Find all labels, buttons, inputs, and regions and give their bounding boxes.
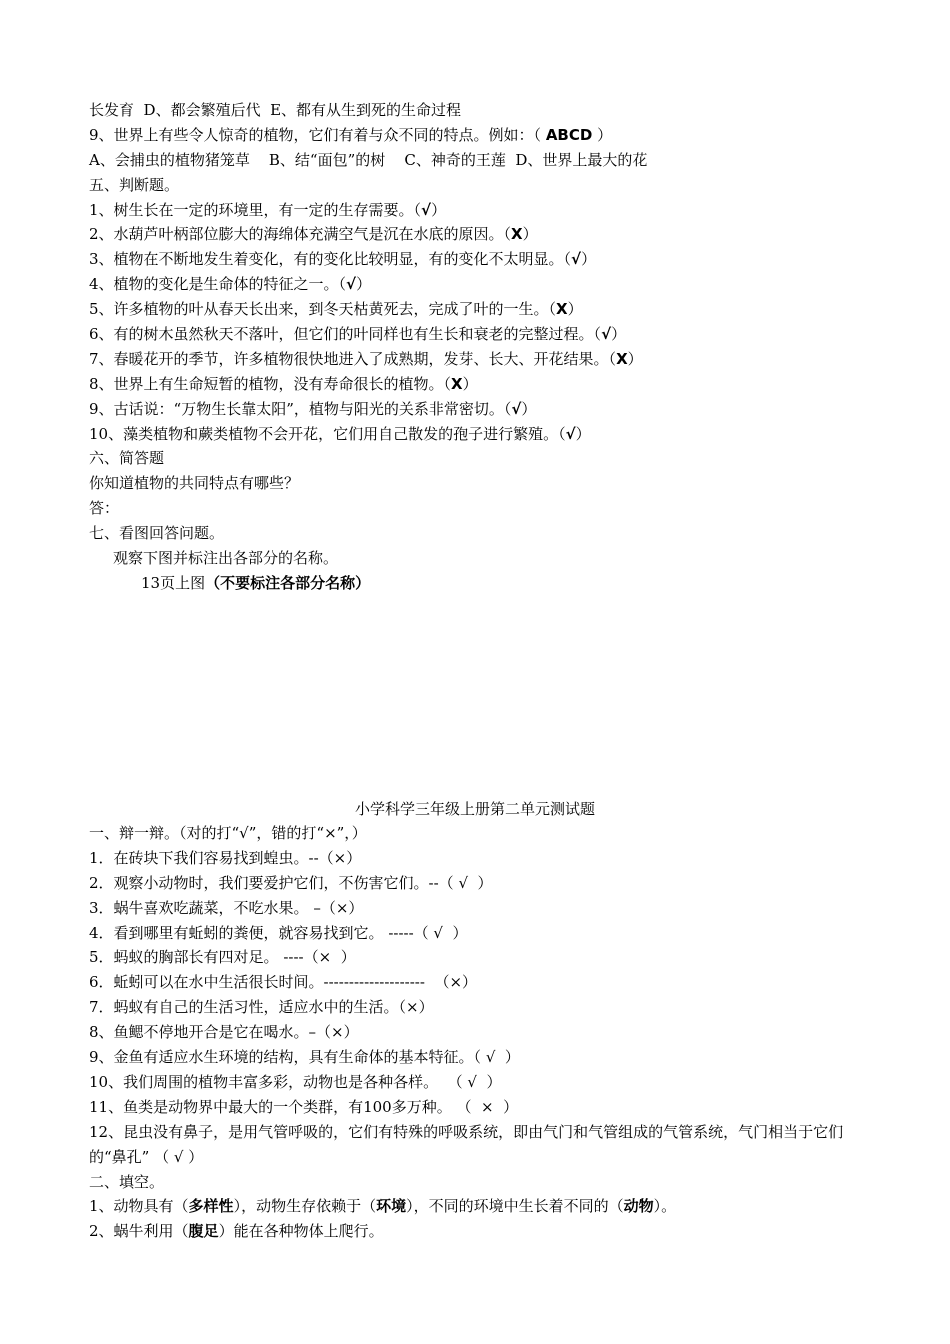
answer-mark: √ [601,325,612,344]
fill-item-2: 2、蜗牛利用（腹足）能在各种物体上爬行。 [89,1222,384,1241]
list-item: 5．蚂蚁的胸部长有四对足。 ----（× ） [89,948,356,967]
judge-item-10: 10、藻类植物和蕨类植物不会开花，它们用自己散发的孢子进行繁殖。（√） [89,424,591,443]
figure-reference: 13页上图（不要标注各部分名称） [141,573,371,592]
fill-answer: 环境 [376,1197,407,1216]
judge-item-9: 9、古话说：“万物生长靠太阳”，植物与阳光的关系非常密切。（√） [89,399,537,418]
section-heading: 六、简答题 [89,449,165,468]
judge-item-5: 5、许多植物的叶从春天长出来，到冬天枯黄死去，完成了叶的一生。（X） [89,300,583,319]
judge-item-7: 7、春暖花开的季节，许多植物很快地进入了成熟期，发芽、长大、开花结果。（X） [89,349,643,368]
judge-item-1: 1、树生长在一定的环境里，有一定的生存需要。（√） [89,200,447,219]
text-line: 长发育 D、都会繁殖后代 E、都有从生到死的生命过程 [89,101,462,119]
section-heading: 一、辩一辩。（对的打“√”，错的打“×”，） [89,824,367,842]
question-9: 9、世界上有些令人惊奇的植物，它们有着与众不同的特点。例如：（ ABCD ） [89,125,613,144]
list-item: 6．蚯蚓可以在水中生活很长时间。-------------------- （×） [89,973,478,992]
list-item: 10、我们周围的植物丰富多彩，动物也是各种各样。 （ √ ） [89,1072,502,1091]
test-title: 小学科学三年级上册第二单元测试题 [354,800,595,818]
answer-mark: √ [421,200,432,219]
short-answer-question: 你知道植物的共同特点有哪些？ [89,474,300,493]
answer-mark: X [556,300,568,319]
list-item: 1．在砖块下我们容易找到蝗虫。--（×） [89,848,362,867]
part2-section [89,821,879,1244]
answer-mark: X [616,349,628,368]
answer-q9: ABCD [545,125,593,144]
list-item: 8、鱼鳃不停地开合是它在喝水。–（×） [89,1023,359,1042]
part1-section [89,98,879,596]
list-item: 7．蚂蚁有自己的生活习性，适应水中的生活。（×） [89,998,434,1017]
list-item: 12、昆虫没有鼻子，是用气管呼吸的，它们有特殊的呼吸系统，即由气门和气管组成的气管系统，气门相当于它们的“鼻孔” （ √ ） [89,1122,844,1166]
judge-item-8: 8、世界上有生命短暂的植物，没有寿命很长的植物。（X） [89,374,478,393]
judge-item-2: 2、水葫芦叶柄部位膨大的海绵体充满空气是沉在水底的原因。（X） [89,225,538,244]
list-item: 2．观察小动物时，我们要爱护它们，不伤害它们。--（ √ ） [89,873,493,892]
answer-mark: X [511,225,523,244]
list-item: 3．蜗牛喜欢吃蔬菜，不吃水果。 –（×） [89,898,364,917]
fill-answer: 动物 [623,1197,654,1216]
question-9-options: A、会捕虫的植物猪笼草 B、结“面包”的树 C、神奇的王莲 D、世界上最大的花 [89,150,648,169]
answer-mark: X [451,374,463,393]
judge-item-3: 3、植物在不断地发生着变化，有的变化比较明显，有的变化不太明显。（√） [89,250,597,269]
fill-item-1: 1、动物具有（多样性），动物生存依赖于（环境），不同的环境中生长着不同的（动物）。 [89,1197,677,1216]
judge-item-4: 4、植物的变化是生命体的特征之一。（√） [89,275,372,294]
list-item: 4．看到哪里有蚯蚓的粪便，就容易找到它。 -----（ √ ） [89,923,468,942]
fill-answer: 多样性 [188,1197,234,1216]
fill-answer: 腹足 [188,1222,219,1241]
section-heading: 七、看图回答问题。 [89,524,225,543]
answer-mark: √ [511,399,522,418]
figure-instruction: 观察下图并标注出各部分的名称。 [113,549,339,568]
answer-mark: √ [571,250,582,269]
answer-label: 答： [89,499,120,518]
answer-mark: √ [565,424,576,443]
answer-mark: √ [346,275,357,294]
section-heading: 二、填空。 [89,1172,165,1191]
list-item: 11、鱼类是动物界中最大的一个类群，有100多万种。 （ × ） [89,1097,519,1116]
judge-item-6: 6、有的树木虽然秋天不落叶，但它们的叶同样也有生长和衰老的完整过程。（√） [89,325,627,344]
figure-note: （不要标注各部分名称） [205,573,371,592]
section-heading: 五、判断题。 [89,175,180,194]
list-item: 9、金鱼有适应水生环境的结构，具有生命体的基本特征。（ √ ） [89,1048,520,1067]
